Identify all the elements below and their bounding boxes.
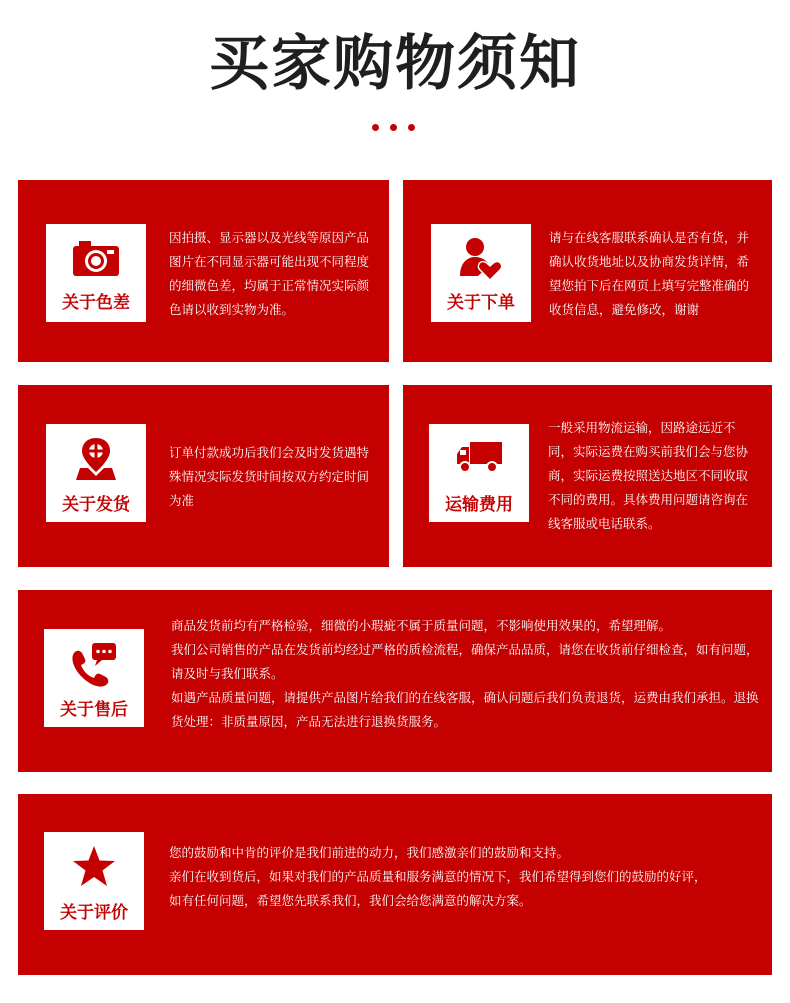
card-reviews: [18, 794, 772, 975]
star-icon: [44, 844, 144, 892]
text-line: 如有任何问题，希望您先联系我们，我们会给您满意的解决方案。: [169, 893, 532, 908]
card-text: 一般采用物流运输，因路途远近不同，实际运费在购买前我们会与您协商，实际运费按照送达地区不同收取不同的费用。具体费用问题请咨询在线客服或电话联系。: [548, 420, 749, 531]
card-text: [169, 841, 759, 913]
card-ordering: [403, 180, 772, 362]
card-label: 关于发货: [62, 495, 130, 515]
card-text: 因拍摄、显示器以及光线等原因产品图片在不同显示器可能出现不同程度的细微色差，均属于正常情况实际颜色请以收到实物为准。: [169, 230, 370, 317]
truck-icon: [429, 436, 529, 484]
decorative-dots: [372, 124, 418, 132]
user-heart-icon: [431, 236, 531, 284]
text-line: 我们公司销售的产品在发货前均经过严格的质检流程，确保产品品质，请您在收货前仔细检查，如有问题，请及时与我们联系。: [171, 642, 759, 681]
card-icon-box: [46, 224, 146, 322]
card-label: 关于售后: [60, 700, 128, 720]
text-line: 您的鼓励和中肯的评价是我们前进的动力，我们感激亲们的鼓励和支持。: [169, 845, 570, 860]
phone-chat-icon: [44, 641, 144, 689]
card-icon-box: [429, 424, 529, 522]
card-icon-box: [431, 224, 531, 322]
card-label: 运输费用: [445, 495, 513, 515]
card-text: [171, 614, 759, 734]
card-label: 关于下单: [447, 293, 515, 313]
text-line: 商品发货前均有严格检验，细微的小瑕疵不属于质量问题，不影响使用效果的，希望理解。: [171, 618, 672, 633]
card-icon-box: [44, 832, 144, 930]
card-freight: [403, 385, 772, 567]
text-line: 亲们在收到货后，如果对我们的产品质量和服务满意的情况下，我们希望得到您们的鼓励的好评，: [169, 869, 707, 884]
card-label: 关于评价: [60, 903, 128, 923]
card-label: 关于色差: [62, 293, 130, 313]
card-color-difference: [18, 180, 389, 362]
card-after-sales: [18, 590, 772, 772]
card-text: 订单付款成功后我们会及时发货遇特殊情况实际发货时间按双方约定时间为准: [169, 445, 370, 508]
page-title: 买家购物须知: [209, 29, 581, 99]
text-line: 如遇产品质量问题，请提供产品图片给我们的在线客服，确认问题后我们负责退货，运费由我们承担。退换货处理：非质量原因，产品无法进行退换货服务。: [171, 690, 759, 729]
card-text: 请与在线客服联系确认是否有货，并确认收货地址以及协商发货详情，希望您拍下后在网页上填写完整准确的收货信息，避免修改，谢谢: [549, 230, 750, 317]
camera-icon: [46, 236, 146, 284]
card-icon-box: [46, 424, 146, 522]
location-pin-icon: [46, 436, 146, 484]
card-shipping: [18, 385, 389, 567]
card-icon-box: [44, 629, 144, 727]
